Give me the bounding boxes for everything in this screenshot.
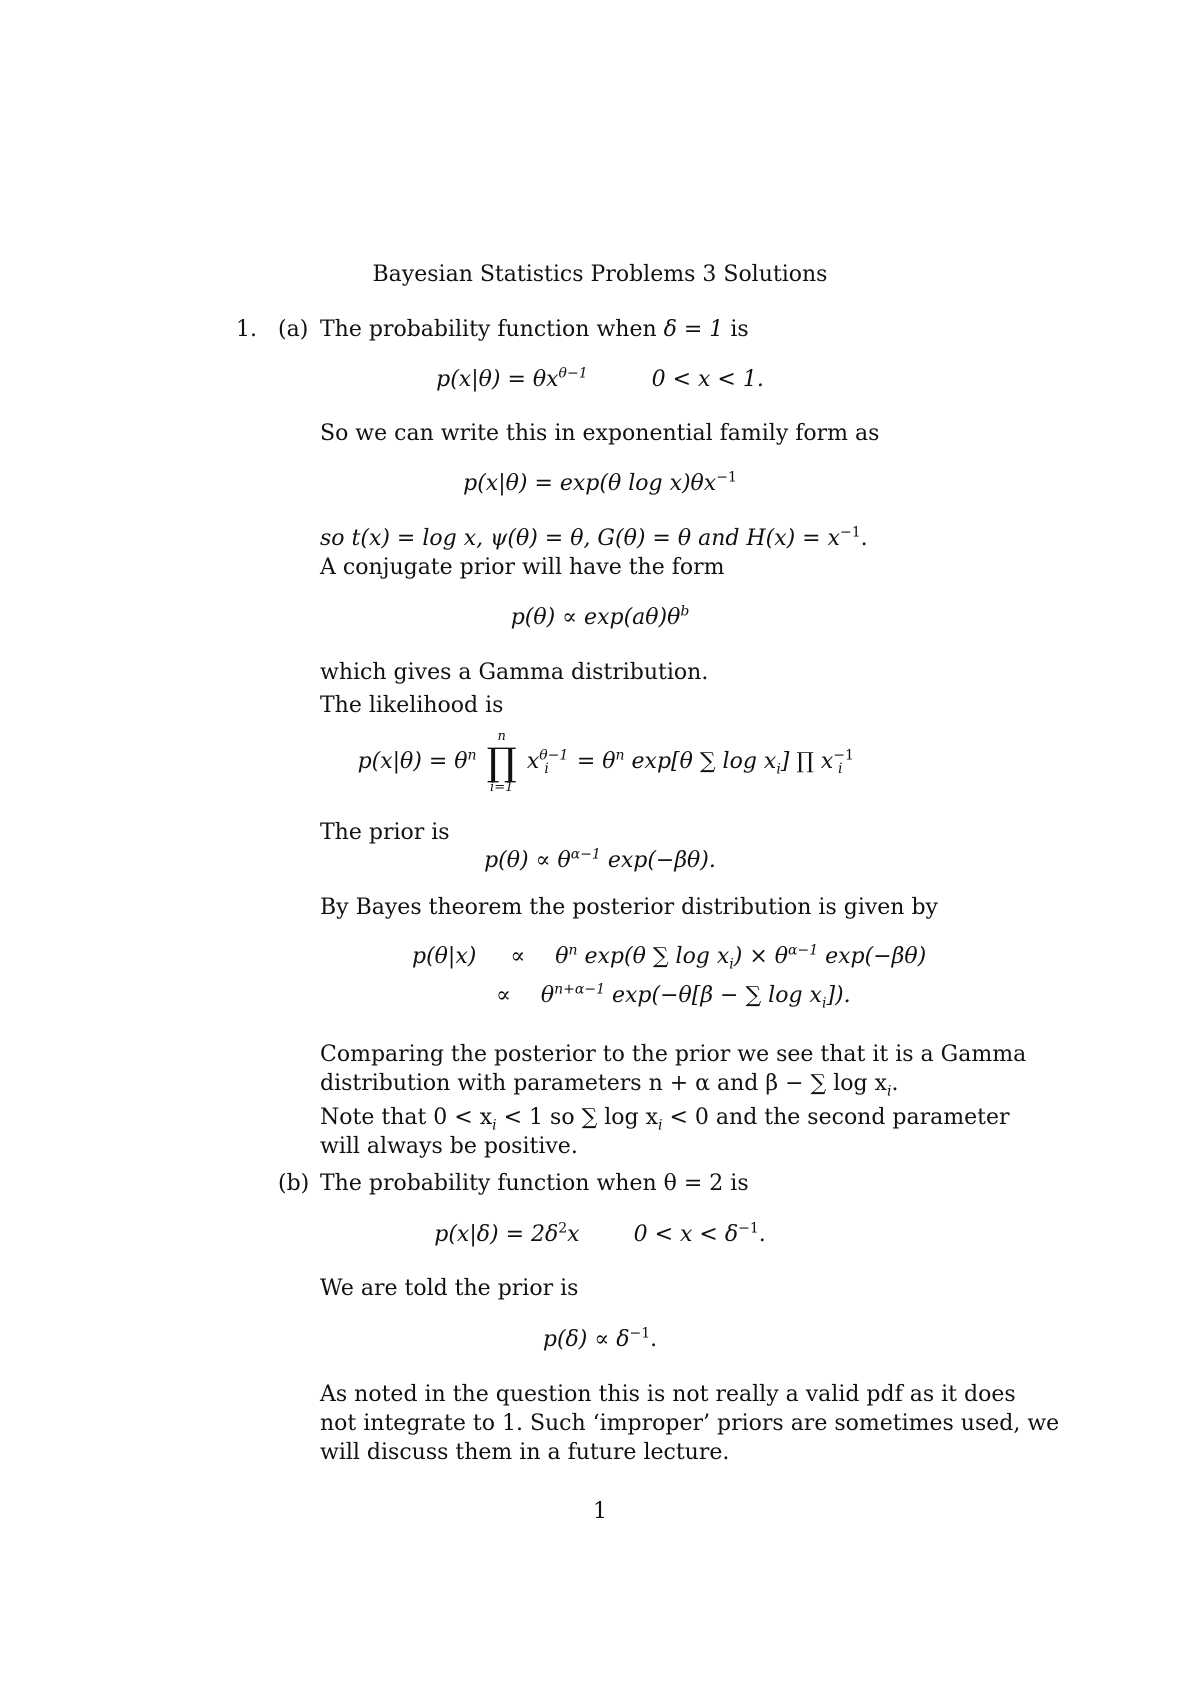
compare-line-2: distribution with parameters n + α and β − ∑ $\log x_i$. xyxy=(320,1071,899,1100)
part-b-intro: The probability function when θ = 2 is xyxy=(320,1171,749,1196)
part-b-label: (b) xyxy=(278,1171,310,1196)
equation-pdf-theta2: $p(x|\delta) = 2\delta^2x$ $0 < x < \delta^{-1}$. xyxy=(434,1220,766,1247)
equation-conjugate-prior: $p(\theta) \propto \exp(a\theta)\theta^b$ xyxy=(510,603,690,630)
posterior-line-2: ∝ $\theta^{n+\alpha-1}$ exp(−θ[β − ∑ $\log x_i$]). xyxy=(496,981,851,1012)
part-a-label: (a) xyxy=(278,317,309,342)
equation-likelihood: $p(x|\theta) = \theta^n$ n ∏ i=1 $x^{\theta-1}_i = \theta^n$ exp[θ ∑ $\log x_i$] ∏ $x^{-1}_i$ xyxy=(357,729,854,795)
prior-text: The prior is xyxy=(320,820,450,845)
noted-line-3: will discuss them in a future lecture. xyxy=(320,1440,730,1465)
page-title: Bayesian Statistics Problems 3 Solutions xyxy=(372,262,828,287)
question-number: 1. xyxy=(236,317,257,342)
noted-line-2: not integrate to 1. Such ‘improper’ priors are sometimes used, we xyxy=(320,1411,1060,1436)
equation-prior: $p(\theta) \propto \theta^{\alpha-1}$ exp(−βθ). xyxy=(484,846,716,873)
equation-exp-family: p(x|θ) = exp(θ $\log x)\theta x^{-1}$ xyxy=(463,469,737,496)
posterior-line-1: $p(\theta|x) \propto \theta^n$ exp(θ ∑ $\log x_i) \times \theta^{\alpha-1}$ exp(−βθ) xyxy=(412,942,927,973)
part-a-intro: The probability function when δ = 1 is xyxy=(320,317,749,342)
gamma-text: which gives a Gamma distribution. xyxy=(320,660,709,685)
product-operator: n ∏ i=1 xyxy=(486,729,517,795)
note-line-2: will always be positive. xyxy=(320,1134,578,1159)
exp-family-text: So we can write this in exponential family form as xyxy=(320,421,880,446)
equation-pdf-delta1: $p(x|\theta) = \theta x^{\theta-1}$ 0 < x < 1. xyxy=(436,365,764,392)
compare-line-1: Comparing the posterior to the prior we see that it is a Gamma xyxy=(320,1042,1027,1067)
page-number: 1 xyxy=(593,1499,607,1524)
noted-line-1: As noted in the question this is not really a valid pdf as it does xyxy=(320,1382,1016,1407)
equation-improper-prior: $p(\delta) \propto \delta^{-1}$. xyxy=(542,1325,658,1352)
so-line: so t(x) = log x, ψ(θ) = θ, G(θ) = θ and $H(x) = x^{-1}$. xyxy=(320,524,868,551)
bayes-text: By Bayes theorem the posterior distribution is given by xyxy=(320,895,938,920)
note-line-1: Note that $0 < x_i < 1$ so ∑ $\log x_i < 0$ and the second parameter xyxy=(320,1105,1010,1134)
likelihood-text: The likelihood is xyxy=(320,693,504,718)
told-text: We are told the prior is xyxy=(320,1276,579,1301)
conjugate-text: A conjugate prior will have the form xyxy=(320,555,725,580)
